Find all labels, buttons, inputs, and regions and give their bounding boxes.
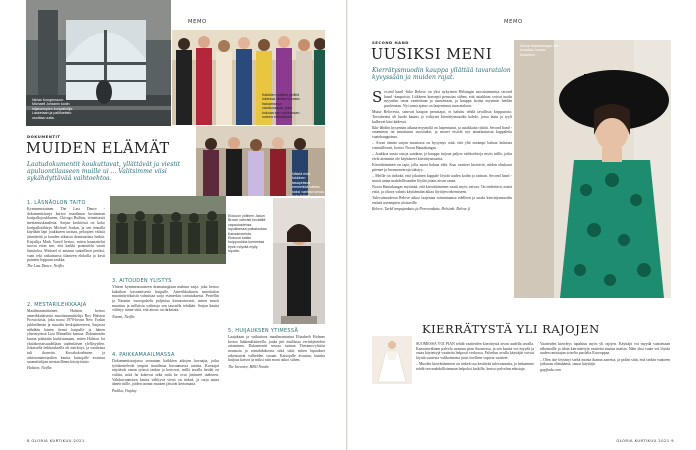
white-dress-image [372, 336, 412, 384]
section-2-source: Halston, Netflix [27, 366, 52, 371]
article-paragraph-5: – Joukkoa uusia ostoja saadaan, ja kauppa tarjoaa paljon vaihtoehtoja myös niille, jotka eivät aiemmin ole käyttäneet kierrätysmuotia. [372, 152, 512, 161]
article-paragraph-7: – Meille on tärkeää, että jokainen kappale löytää uuden kodin ja tarinan. Second hand -muoti antaa mahdollisuuden löytää jotain aivan omaa. [372, 174, 512, 183]
left-footer: 8 GLORIA KURTIKUU 2021 [27, 438, 85, 443]
soldiers-photo [110, 196, 226, 264]
right-rubric: SECOND HAND [372, 40, 409, 45]
cross-border-headline: KIERRÄTYSTÄ YLI RAJOJEN [422, 322, 600, 336]
models-image [172, 30, 325, 125]
soldiers-image [110, 196, 226, 264]
section-4-source: Paikka, Viaplay [112, 388, 137, 393]
article-paragraph-9: Tulevaisuudessa Relove aikoo laajentaa toimintaansa edelleen ja tuoda kierrätysmuodin entistä useampien ulottuville. [372, 195, 512, 205]
woman-in-hat-image [514, 40, 671, 298]
cross-border-col-1-p1: SUOMESSA VOI PIAN tehdä vaatteiden kierrätystä aivan uudella tavalla. Kansainvälinen palvelu avautuu pian Suomessa, ja sen kautta voi myydä ja ostaa käytettyjä vaatteita helposti verkossa. Palvelun avulla käyttäjät voivat löytää suuresta valikoimasta juuri itselleen sopivat vaatteet. [416, 342, 534, 360]
right-page [348, 0, 696, 450]
section-4-body [112, 359, 219, 433]
right-memo-label: MEMO [504, 19, 523, 25]
article-paragraph-4: – Aivan tämän sarjan muutossa on kysymys siitä, että yhä useampi haluaa kuluttaa vastuullisesti, kertoo Noora Hautakangas. [372, 141, 512, 150]
article-dropcap: S [372, 90, 383, 106]
soldiers-photo-caption: Elokuun yöllinen Jason Brown vahvisti keväällä vapautustensa lopullisessa poikaluokan Kansanomista. [228, 214, 267, 236]
section-4-subhead: 4. PAIKKAMAAILMASSA [112, 352, 175, 358]
section-5-source: The Inventor, HBO Nordic [228, 364, 270, 369]
second-lower-caption: Elokuun kaikki huippuuhkia komentaa hyvin nöyrää mylly lopulta. [228, 236, 265, 254]
section-1-subhead: 1. LÄSNÄOLON TAITO [27, 200, 86, 206]
section-3-text: Yhteen kymmenosaiseen dramaturgiaan mahtuu sarja, joka kertoo kaksikon kasvamisesta huipulle. Amerikkalaisen muotitalon muotinäytöksistä valmistaa sarja esimerkin toimituksesta. Petrellin ja Naomin vuoropuhelu paljastaa kiinnostavasti, miten muoti muuttuu ja millaisia valintoja sen taustalla tehdään. Sarjan kautta välittyy tunne siitä, että aitous on tärkeintä. [112, 285, 219, 313]
woman-portrait-photo [273, 198, 325, 324]
fashion-photo-caption: Kaikkien mallien pellillä lukiessa rantaa kuvasta haluamansa valokuvaajaa, joka kokoaa sen nimikansan uuteen elämäänsä. [262, 93, 300, 120]
left-rubric: DOKUMENTIT [27, 134, 61, 139]
section-5-body [228, 335, 325, 433]
section-4-text: Dokumenttisarjassa seurataan kaikkien aikojen kuvaajia, jotka työskentelevät ympäri maailmaa kuvaamassa uutisia. Kuvaajat näyttävät oman työnsä taakse ja kertovat, millä tavalla heidät on valittu, mitä he kokevat sekä mitä he ovat jättäneet taakseen. Valokuvaamisen kautta välittyvä viesti on tärkeä, ja sarja antaa äänen niille, joiden tarinat muuten jäisivät kertomatta. [112, 359, 219, 387]
article-store-info: Relove, Tarkk'ampujankatu ja Porvoonkatu, Helsinki. Relove.fi [372, 206, 471, 211]
right-headline: UUSIKSI MENI [371, 47, 493, 63]
cross-border-col-1 [416, 342, 534, 434]
section-5-subhead: 5. HUIJAUKSEN YTIMESSÄ [228, 328, 299, 334]
fashion-show-caption: Näistä rinki-tukkinen tasapelissä emmelkkä valtasi kaksi vanhaa sanaa kuin kulkee. [292, 172, 324, 199]
section-3-source: Naomi, Netflix [112, 314, 135, 319]
section-2-body [27, 309, 105, 433]
section-3-body [112, 285, 219, 349]
right-footer: GLORIA KURTIKUU 2021 9 [616, 438, 674, 443]
section-2-subhead: 2. MESTARILEIKKAAJA [27, 302, 87, 308]
noora-portrait-photo [514, 40, 671, 298]
article-paragraph-6: Kierrättäminen on tapa, jolla moni haluaa elää. Kun vaatteet kiertävät, niiden elinkaari pitenee ja luonnonvaroja säästyy. [372, 163, 512, 172]
woman-portrait-image [273, 198, 325, 324]
cross-border-col-2-url: gapfinds.com [540, 368, 561, 373]
dress-photo [372, 336, 412, 384]
article-paragraph-3: Ikki-lähdön kysynnän aikana myymälä on laajentunut, ja asiakkaita riittää. Second hand -ostaminen on muuttunut suosituksi, ja monet etsivät nyt ainutlaatuisia kappaleita vaatekaappiinsa. [372, 125, 512, 140]
section-1-body [27, 207, 105, 297]
right-lede: Kierrätysmuodin kauppa yllättää tavaratalon kyvyssään ja muiden rajat. [372, 67, 511, 82]
cross-border-col-2-p2: – Olen itse löytänyt sieltä monta ihanaa aarretta, ja pidän siitä, että tiedän vaatteen jatkavan elämäänsä, sanoo käyttäjä. [540, 357, 670, 367]
section-3-subhead: 3. AITOUDEN YLISTYS [112, 278, 172, 284]
house-photo-caption: Niclas Kongensson: Michaell Jordanin kodin hiljaisempien koripalloilija Lasketaan ja palliluettelo osoittaa uutta. [32, 98, 73, 120]
left-lede: Laatudokumentit koukuttavat, yllättävät ja viestit apuluontilaaseen muille ui ... Valitsimme viisi sykähdyttävää vaihtoehtoa. [27, 161, 181, 183]
cross-border-col-1-p2: – Muodin kierrättäminen on tärkeä osa kestävää tulevaisuutta, ja haluamme tehdä sen mahdollisimman helpoksi kaikille, kertoo palvelun edustaja. [416, 362, 534, 371]
article-paragraph-8: Noora Hautakangas myöntää, että kierrättäminen vaatii myös vaivaa. On tiedettävä, mistä etsiä, ja oltava valmis käyttämään aikaa löytöjen tekemiseen. [372, 184, 512, 194]
section-1-text: Kymmenosainen The Last Dance -dokumenttisarja kertoo maailman kovimman koripallojoukkueen, Chicago Bullsin, viimeisestä mestaruuskaudesta. Sarjan keskiössä on koko koripallotähteys Michael Jordan, ja sen rinnalla käydään läpi joukkueen tarinaa, pelaajien välisiä jännitteitä ja kauden aikaisia dramaattisia hetkiä. Kirjailija Mark Vancil kertoo, miten haastattelut tuovat esiin sen, että kaikki ponnistelu vaatii läsnäoloa. Michael ei antanut tunteilleen periksi, vaan teki ratkaisunsa tilanteen ehdoilla ja kesti paineen loppuun saakka. [27, 207, 105, 263]
cross-border-col-2 [540, 342, 670, 434]
noora-photo-caption: Noora Hautakangas luki suosiota Joonas Koskinen. [520, 44, 559, 57]
section-5-text: Laajakaan ja vaikuttava maailmantarina Elizabeth Holmes kertoo lääkintälaitteella, jonka piti mullistaa verinäytteiden ottaminen. Dokumentti seuraa tarinaa Theranos-yhtiön noususta ja romahduksesta sekä siitä, miten lupaukset rakentuivat valheiden varaan. Katsojalle avautuu, kuinka huijaus kasvoi ja miksi niin moni uskoi siihen. [228, 335, 325, 363]
section-2-text: Maailmanmittainen Halston kertoo amerikkalaisesta muotisuunnittelija Roy Halston Frowickista, joka nousi 1970-luvun New Yorkin juhlaelämän ja muodin keskipisteeseen. Sarjassa nähdään hänen tiensä huipulle ja hänen yhteistyönsä Liza Minnellin kanssa. Dokumentin kautta päästään kurkistamaan, miten Halston loi yksinkertaisuudellaan uudenlaisen ylellisyyden. Jokaisella leikkauksella oli merkitys, ja vaatteista tuli ikoneita. Kuvakokoelmien ja arkistomateriaalien kautta katsojalle avautuu suunnittelijan mestarillinen käsityötaito. [27, 309, 105, 365]
left-memo-label: MEMO [188, 19, 207, 25]
second-hand-article [372, 90, 512, 302]
cross-border-col-2-p1: Vaatteiden kierrätys tapahtuu myös yli rajojen. Käyttäjä voi myydä vaatteitaan ulkomaille ja tilata kierrätettyjä vaatteita muista maista. Näin yksi vaate voi löytää uuden omistajan toiselta puolelta Eurooppaa. [540, 342, 670, 356]
fashion-group-photo [172, 30, 325, 125]
article-paragraph-2: Mutta Relovesta, sanovat kaupan perustajat, ei haluttu tehdä tavallista kirpputoria. Tavoitteena oli luoda kaunis ja viihtyisä kierrätysmuodin kohde, jossa laatu ja tyyli kulkevat käsi kädessä. [372, 110, 512, 124]
left-page [0, 0, 347, 450]
left-headline: MUIDEN ELÄMÄT [26, 141, 170, 157]
section-1-source: The Last Dance, Netflix [27, 264, 64, 269]
article-paragraph-1: Second hand -liike Relove on yksi nykyisten Helsingin suosituimmista second hand -kaupoista. Liikkeen konsepti perustuu siihen, että asiakkaat voivat tuoda myyntiin omia vaatteitaan ja asusteitaan, ja kauppa hoitaa myynnin heidän puolestaan. Nyt sama ajatus on laajentunut tavarataloon. [372, 90, 512, 108]
